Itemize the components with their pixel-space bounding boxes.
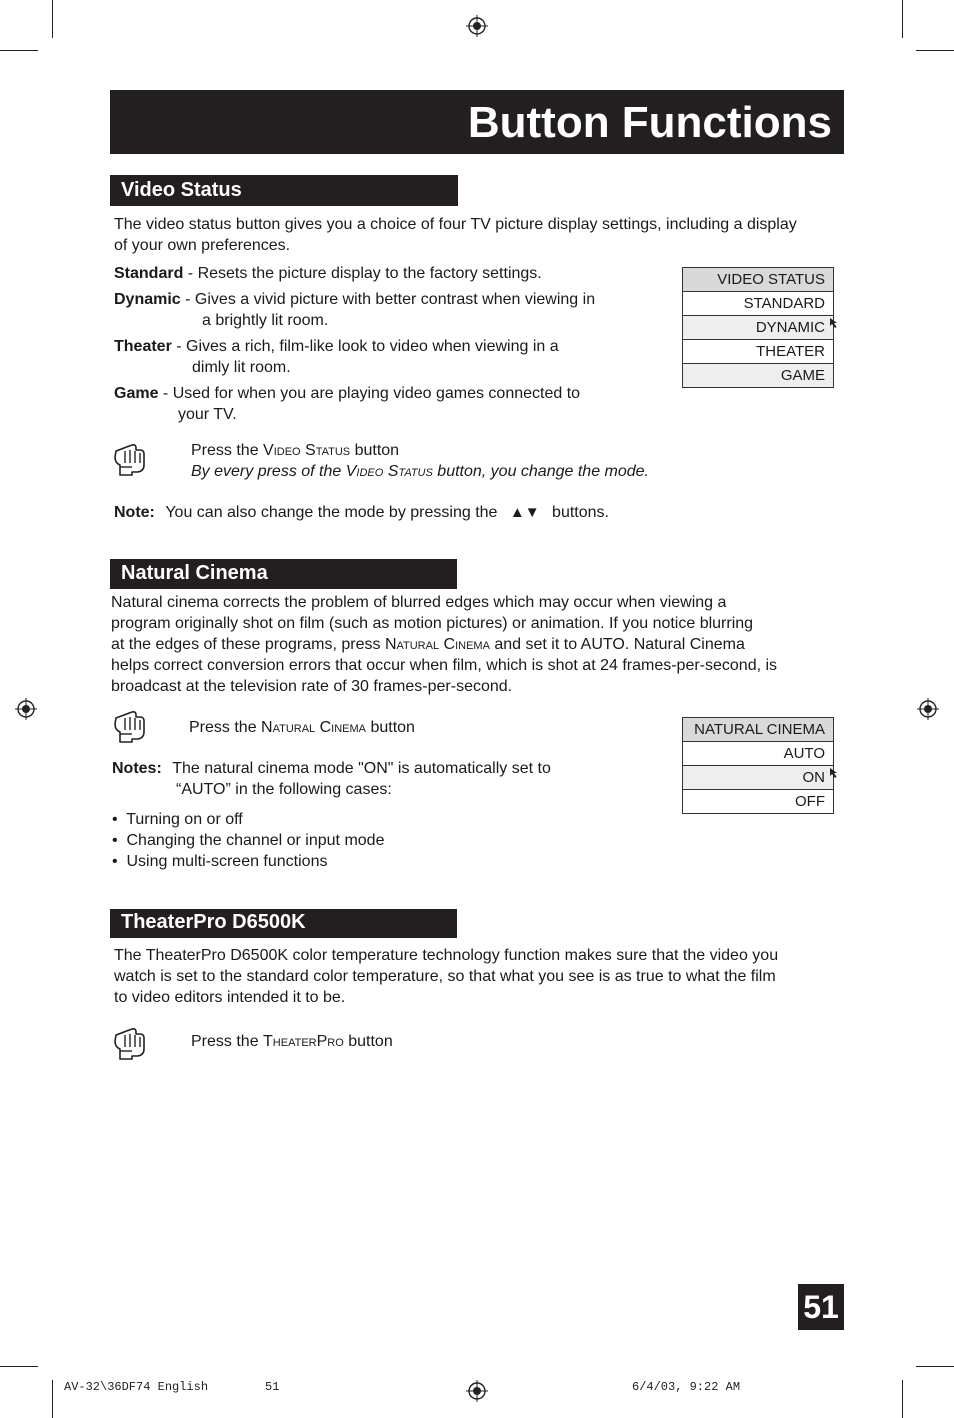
button-name: Video Status [345,463,433,480]
registration-mark-icon [917,698,939,720]
section-heading-video-status: Video Status [110,175,458,206]
list-item-text: Using multi-screen functions [126,853,328,870]
video-status-menu [682,267,834,388]
term-label: Theater [114,338,172,355]
crop-mark [902,1380,903,1418]
paragraph-line: broadcast at the television rate of 30 frames-per-second. [111,678,513,695]
notes-text-continued: “AUTO” in the following cases: [176,781,392,798]
instruction-text: button [350,442,400,459]
button-name: TheaterPro [263,1033,344,1050]
paragraph-line: to video editors intended it to be. [114,989,346,1006]
menu-option-dynamic[interactable] [683,315,833,339]
term-label: Dynamic [114,291,181,308]
crop-mark [916,50,954,51]
term-text-continued: a brightly lit room. [202,312,329,329]
term-label: Game [114,385,159,402]
notes-text: The natural cinema mode "ON" is automatically set to [172,760,551,777]
natural-cinema-menu [682,717,834,814]
page-title: Button Functions [110,90,844,154]
button-name: Natural Cinema [384,636,490,653]
press-button-hand-icon [112,1025,146,1061]
menu-option-label: DYNAMIC [755,319,825,336]
theaterpro-press-instruction [191,1031,591,1052]
term-text: - Used for when you are playing video games connected to [158,385,581,402]
term-label: Standard [114,265,184,282]
menu-option-off[interactable]: OFF [683,789,833,813]
video-status-intro: The video status button gives you a choice of four TV picture display settings, including a display of your own preferences. [114,216,797,254]
paragraph-line: program originally shot on film (such as motion pictures) or animation. If you notice blurring [111,615,754,632]
term-text: - Resets the picture display to the factory settings. [183,265,542,282]
registration-mark-icon [15,698,37,720]
button-name: Natural Cinema [261,719,367,736]
menu-header: NATURAL CINEMA [683,718,833,741]
section-heading-theaterpro: TheaterPro D6500K [110,909,457,938]
pointer-cursor-icon [829,767,839,779]
video-status-press-instruction [191,440,791,461]
list-item-text: Changing the channel or input mode [126,832,385,849]
term-text-continued: dimly lit room. [192,359,291,376]
term-text: - Gives a rich, film-like look to video when viewing in a [171,338,559,355]
natural-cinema-cases-list [112,809,612,872]
note-text: buttons. [552,504,609,521]
menu-option-label: ON [802,769,825,786]
term-text-continued: your TV. [178,406,237,423]
note-label: Note: [114,504,155,521]
list-item-text: Turning on or off [126,811,243,828]
crop-mark [0,50,38,51]
menu-option-standard[interactable]: STANDARD [683,291,833,315]
instruction-text: button [366,719,415,736]
paragraph-line: helps correct conversion errors that occur when film, which is shot at 24 frames-per-second, is [111,657,778,674]
list-item: • Using multi-screen functions [112,853,328,870]
registration-mark-icon [466,1380,488,1402]
definition-game [114,383,674,425]
menu-option-on[interactable] [683,765,833,789]
instruction-text: button [343,1033,393,1050]
press-button-hand-icon [112,708,146,744]
menu-option-game[interactable]: GAME [683,363,833,387]
registration-mark-icon [466,15,488,37]
video-status-note [114,502,754,523]
crop-mark [52,0,53,38]
menu-option-theater[interactable]: THEATER [683,339,833,363]
video-status-press-note [191,461,811,482]
instruction-text: Press the [191,1033,264,1050]
page-number: 51 [798,1284,844,1330]
crop-mark [916,1366,954,1367]
notes-label: Notes: [112,760,162,777]
pointer-cursor-icon [829,317,839,329]
list-item: • Turning on or off [112,811,243,828]
footer-date: 6/4/03, 9:22 AM [632,1380,741,1394]
paragraph-line: The TheaterPro D6500K color temperature technology function makes sure that the video you [114,947,779,964]
list-item: • Changing the channel or input mode [112,832,385,849]
up-down-arrows-icon: ▲▼ [509,504,540,521]
natural-cinema-press-instruction [189,717,589,738]
term-text: - Gives a vivid picture with better contrast when viewing in [180,291,596,308]
footer-page: 51 [265,1380,280,1394]
crop-mark [902,0,903,38]
footer-file-name: AV-32\36DF74 English [64,1380,209,1394]
note-text: You can also change the mode by pressing the [165,504,498,521]
paragraph-line: watch is set to the standard color temperature, so that what you see is as true to what the film [114,968,776,985]
definition-standard [114,263,674,284]
definition-dynamic [114,289,674,331]
paragraph-line [111,634,851,655]
paragraph-text: and set it to AUTO. Natural Cinema [489,636,745,653]
crop-mark [0,1366,38,1367]
paragraph-text: at the edges of these programs, press [111,636,385,653]
instruction-text: button, you change the mode. [432,463,649,480]
menu-header: VIDEO STATUS [683,268,833,291]
paragraph-line: Natural cinema corrects the problem of blurred edges which may occur when viewing a [111,594,727,611]
definition-theater [114,336,674,378]
menu-option-auto[interactable]: AUTO [683,741,833,765]
instruction-text: Press the [189,719,262,736]
instruction-text: By every press of the [191,463,346,480]
theaterpro-description [114,945,844,1008]
natural-cinema-notes [112,758,632,800]
natural-cinema-description [111,592,851,697]
section-heading-natural-cinema: Natural Cinema [110,559,457,589]
button-name: Video Status [263,442,351,459]
instruction-text: Press the [191,442,264,459]
crop-mark [52,1380,53,1418]
press-button-hand-icon [112,441,146,477]
